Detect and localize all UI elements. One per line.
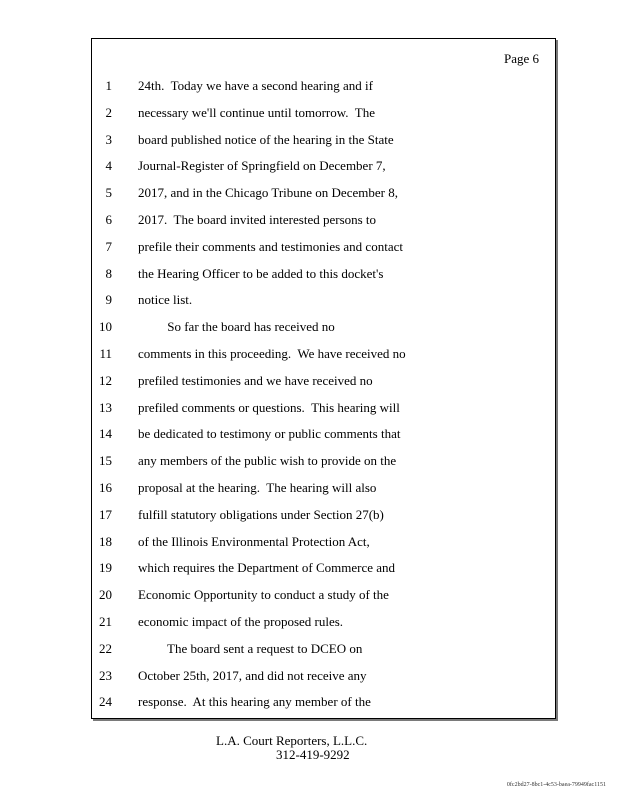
line-number: 13 [99, 399, 112, 415]
line-text: Economic Opportunity to conduct a study of the [138, 587, 389, 603]
transcript-line [92, 502, 555, 529]
transcript-line [92, 314, 555, 341]
line-number: 12 [99, 372, 112, 388]
line-number: 23 [99, 667, 112, 683]
transcript-line [92, 448, 555, 475]
line-text: prefiled testimonies and we have received no [138, 372, 373, 388]
transcript-line [92, 207, 555, 234]
line-number: 3 [105, 131, 112, 147]
line-text: October 25th, 2017, and did not receive any [138, 667, 367, 683]
transcript-line [92, 180, 555, 207]
transcript-line [92, 689, 555, 716]
transcript-line [92, 341, 555, 368]
transcript-line [92, 127, 555, 154]
transcript-line [92, 261, 555, 288]
transcript-lines [92, 73, 555, 716]
line-text: 2017, and in the Chicago Tribune on December 8, [138, 185, 398, 201]
line-number: 10 [99, 319, 112, 335]
line-text: 2017. The board invited interested persons to [138, 211, 377, 227]
line-text: which requires the Department of Commerce and [138, 560, 396, 576]
transcript-line [92, 73, 555, 100]
reporter-phone: 312-419-9292 [276, 747, 350, 762]
line-number: 9 [105, 292, 112, 308]
transcript-line [92, 663, 555, 690]
line-number: 8 [105, 265, 112, 281]
transcript-line [92, 529, 555, 556]
line-number: 6 [105, 211, 112, 227]
line-number: 4 [105, 158, 112, 174]
line-number: 16 [99, 479, 112, 495]
reporter-company: L.A. Court Reporters, L.L.C. [216, 733, 368, 748]
line-text: prefiled comments or questions. This hearing will [138, 399, 400, 415]
line-text: the Hearing Officer to be added to this docket's [138, 265, 384, 281]
transcript-line [92, 421, 555, 448]
transcript-page [91, 38, 556, 719]
line-text: prefile their comments and testimonies and contact [138, 238, 403, 254]
line-number: 20 [99, 587, 112, 603]
line-number: 18 [99, 533, 112, 549]
line-text: any members of the public wish to provide on the [138, 453, 397, 469]
transcript-line [92, 153, 555, 180]
line-number: 5 [105, 185, 112, 201]
line-text: economic impact of the proposed rules. [138, 613, 344, 629]
line-text: notice list. [138, 292, 193, 308]
line-text: Journal-Register of Springfield on December 7, [138, 158, 386, 174]
line-number: 19 [99, 560, 112, 576]
line-text: be dedicated to testimony or public comments that [138, 426, 401, 442]
line-number: 24 [99, 694, 112, 710]
line-text: The board sent a request to DCEO on [138, 640, 363, 656]
transcript-line [92, 368, 555, 395]
line-text: necessary we'll continue until tomorrow. The [138, 104, 376, 120]
line-text: fulfill statutory obligations under Section 27(b) [138, 506, 384, 522]
line-text: board published notice of the hearing in the State [138, 131, 394, 147]
line-number: 21 [99, 613, 112, 629]
page-number: Page 6 [503, 51, 539, 66]
transcript-line [92, 636, 555, 663]
transcript-line [92, 234, 555, 261]
line-number: 7 [105, 238, 112, 254]
line-text: comments in this proceeding. We have received no [138, 345, 406, 361]
line-number: 17 [99, 506, 112, 522]
line-text: 24th. Today we have a second hearing and if [138, 78, 373, 93]
line-text: So far the board has received no [138, 319, 335, 335]
line-number: 14 [99, 426, 112, 442]
transcript-line [92, 100, 555, 127]
line-text: response. At this hearing any member of the [138, 694, 371, 710]
transcript-line [92, 582, 555, 609]
transcript-line [92, 287, 555, 314]
transcript-line [92, 609, 555, 636]
line-number: 2 [105, 104, 112, 120]
transcript-line [92, 475, 555, 502]
line-text: proposal at the hearing. The hearing will also [138, 479, 377, 495]
line-number: 15 [99, 453, 112, 469]
line-number: 11 [99, 345, 112, 361]
line-text: of the Illinois Environmental Protection Act, [138, 533, 370, 549]
transcript-line [92, 395, 555, 422]
document-id: 0fc2bd27-8bc1-4c53-baea-79949fac1151 [506, 782, 606, 788]
line-number: 22 [99, 640, 112, 656]
line-number: 1 [105, 78, 112, 93]
transcript-line [92, 555, 555, 582]
